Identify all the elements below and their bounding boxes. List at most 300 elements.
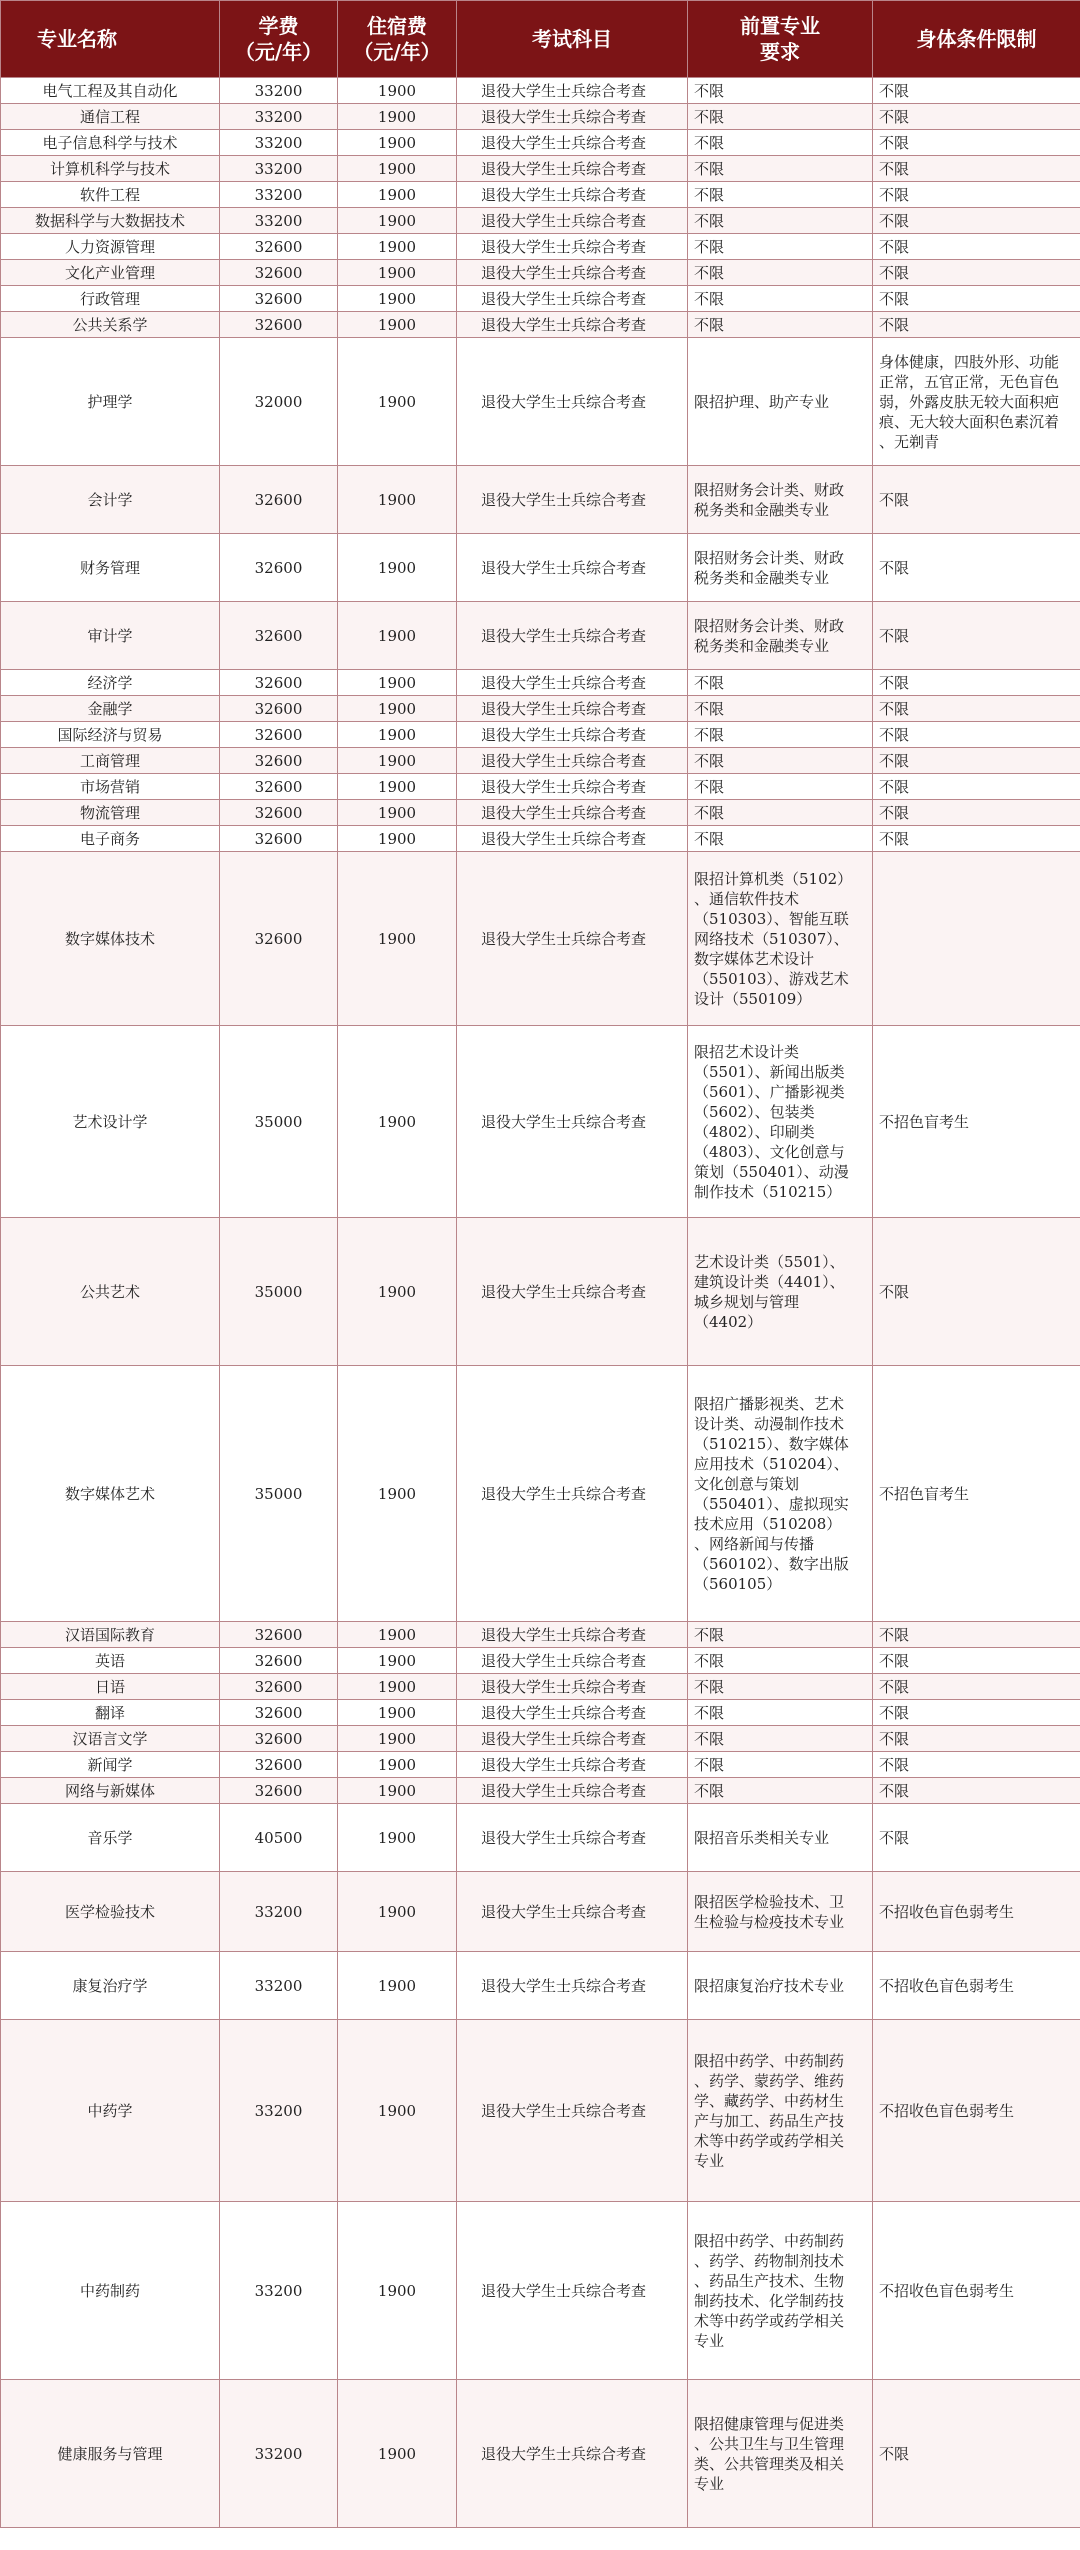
subject-cell	[457, 1872, 688, 1952]
major-text: 金融学	[87, 699, 133, 718]
major-text: 汉语国际教育	[64, 1625, 155, 1644]
lodging-cell	[338, 286, 457, 312]
tuition-cell	[220, 1752, 338, 1778]
lodging-cell	[338, 1674, 457, 1700]
prereq-cell	[688, 78, 873, 104]
tuition-text: 32600	[254, 699, 303, 718]
prereq-text: 不限	[694, 185, 725, 204]
prereq-text: 限招财务会计类、财政 税务类和金融类专业	[694, 548, 845, 587]
table-row	[1, 104, 1080, 130]
table-row	[1, 1026, 1080, 1218]
prereq-text: 限招音乐类相关专业	[694, 1828, 830, 1847]
prereq-cell	[688, 1804, 873, 1872]
major-cell	[1, 696, 220, 722]
major-cell	[1, 234, 220, 260]
physical-text: 不限	[879, 1828, 910, 1847]
table-row	[1, 78, 1080, 104]
major-cell	[1, 2020, 220, 2202]
prereq-text: 限招计算机类（5102） 、通信软件技术 （510303）、智能互联 网络技术（510307）、 数字媒体艺术设计 （550103）、游戏艺术 设计（550109）	[694, 869, 853, 1008]
table-row	[1, 670, 1080, 696]
table-row	[1, 182, 1080, 208]
subject-text: 退役大学生士兵综合考查	[481, 1781, 647, 1800]
lodging-text: 1900	[377, 133, 417, 152]
major-cell	[1, 774, 220, 800]
tuition-text: 33200	[254, 159, 303, 178]
subject-cell	[457, 208, 688, 234]
prereq-cell	[688, 534, 873, 602]
major-cell	[1, 2202, 220, 2380]
prereq-text: 不限	[694, 1677, 725, 1696]
prereq-cell	[688, 1648, 873, 1674]
tuition-cell	[220, 130, 338, 156]
subject-text: 退役大学生士兵综合考查	[481, 777, 647, 796]
subject-cell	[457, 696, 688, 722]
major-text: 行政管理	[79, 289, 140, 308]
prereq-cell	[688, 312, 873, 338]
lodging-cell	[338, 1648, 457, 1674]
major-cell	[1, 1218, 220, 1366]
physical-cell	[873, 338, 1080, 466]
major-text: 经济学	[87, 673, 133, 692]
lodging-text: 1900	[377, 392, 417, 411]
major-text: 艺术设计学	[72, 1112, 148, 1131]
subject-text: 退役大学生士兵综合考查	[481, 392, 647, 411]
lodging-cell	[338, 78, 457, 104]
prereq-text: 限招健康管理与促进类 、公共卫生与卫生管理 类、公共管理类及相关 专业	[694, 2414, 845, 2493]
physical-cell	[873, 466, 1080, 534]
lodging-cell	[338, 1622, 457, 1648]
lodging-text: 1900	[377, 107, 417, 126]
physical-cell	[873, 602, 1080, 670]
lodging-cell	[338, 602, 457, 670]
prereq-cell	[688, 852, 873, 1026]
major-cell	[1, 1026, 220, 1218]
table-row	[1, 826, 1080, 852]
physical-cell	[873, 826, 1080, 852]
physical-cell	[873, 1026, 1080, 1218]
tuition-cell	[220, 78, 338, 104]
prereq-cell	[688, 156, 873, 182]
tuition-text: 32000	[254, 392, 303, 411]
physical-text: 不限	[879, 315, 910, 334]
subject-text: 退役大学生士兵综合考查	[481, 1703, 647, 1722]
physical-cell	[873, 156, 1080, 182]
lodging-cell	[338, 312, 457, 338]
subject-cell	[457, 1700, 688, 1726]
physical-text: 不限	[879, 699, 910, 718]
tuition-text: 33200	[254, 1976, 303, 1995]
prereq-cell	[688, 748, 873, 774]
physical-cell	[873, 774, 1080, 800]
lodging-text: 1900	[377, 81, 417, 100]
subject-cell	[457, 466, 688, 534]
table-row	[1, 1622, 1080, 1648]
prereq-cell	[688, 1778, 873, 1804]
tuition-cell	[220, 208, 338, 234]
major-text: 汉语言文学	[72, 1729, 148, 1748]
table-row	[1, 748, 1080, 774]
tuition-text: 32600	[254, 725, 303, 744]
physical-text: 不限	[879, 133, 910, 152]
tuition-cell	[220, 156, 338, 182]
tuition-text: 33200	[254, 81, 303, 100]
physical-text: 不招色盲考生	[879, 1484, 970, 1503]
physical-text: 不招收色盲色弱考生	[879, 1976, 1015, 1995]
prereq-text: 限招康复治疗技术专业	[694, 1976, 845, 1995]
physical-cell	[873, 696, 1080, 722]
subject-text: 退役大学生士兵综合考查	[481, 2444, 647, 2463]
major-cell	[1, 1804, 220, 1872]
major-cell	[1, 104, 220, 130]
table-row	[1, 2202, 1080, 2380]
subject-cell	[457, 670, 688, 696]
tuition-cell	[220, 1366, 338, 1622]
tuition-cell	[220, 602, 338, 670]
major-cell	[1, 1778, 220, 1804]
major-cell	[1, 670, 220, 696]
table-row	[1, 2380, 1080, 2528]
major-cell	[1, 312, 220, 338]
subject-cell	[457, 800, 688, 826]
physical-text: 不限	[879, 1677, 910, 1696]
physical-cell	[873, 722, 1080, 748]
lodging-text: 1900	[377, 699, 417, 718]
physical-cell	[873, 1804, 1080, 1872]
tuition-cell	[220, 1700, 338, 1726]
physical-text: 不限	[879, 626, 910, 645]
major-cell	[1, 130, 220, 156]
subject-text: 退役大学生士兵综合考查	[481, 1484, 647, 1503]
lodging-cell	[338, 670, 457, 696]
table-row	[1, 1218, 1080, 1366]
lodging-cell	[338, 800, 457, 826]
tuition-cell	[220, 104, 338, 130]
subject-text: 退役大学生士兵综合考查	[481, 1651, 647, 1670]
lodging-text: 1900	[377, 159, 417, 178]
major-cell	[1, 156, 220, 182]
tuition-cell	[220, 234, 338, 260]
table-row	[1, 696, 1080, 722]
lodging-text: 1900	[377, 1781, 417, 1800]
prereq-text: 限招财务会计类、财政 税务类和金融类专业	[694, 480, 845, 519]
table-row	[1, 312, 1080, 338]
major-cell	[1, 1700, 220, 1726]
physical-cell	[873, 852, 1080, 1026]
tuition-text: 33200	[254, 2281, 303, 2300]
prereq-cell	[688, 104, 873, 130]
subject-cell	[457, 312, 688, 338]
major-text: 文化产业管理	[64, 263, 155, 282]
prereq-cell	[688, 130, 873, 156]
tuition-cell	[220, 2380, 338, 2528]
subject-cell	[457, 1366, 688, 1622]
physical-cell	[873, 2020, 1080, 2202]
subject-text: 退役大学生士兵综合考查	[481, 1902, 647, 1921]
major-text: 公共关系学	[72, 315, 148, 334]
lodging-cell	[338, 182, 457, 208]
tuition-text: 32600	[254, 1703, 303, 1722]
lodging-text: 1900	[377, 558, 417, 577]
tuition-text: 32600	[254, 777, 303, 796]
major-text: 计算机科学与技术	[49, 159, 170, 178]
prereq-cell	[688, 1674, 873, 1700]
prereq-cell	[688, 338, 873, 466]
table-row	[1, 852, 1080, 1026]
prereq-cell	[688, 722, 873, 748]
physical-cell	[873, 1752, 1080, 1778]
physical-cell	[873, 670, 1080, 696]
physical-text: 不限	[879, 107, 910, 126]
major-text: 医学检验技术	[64, 1902, 155, 1921]
major-text: 新闻学	[87, 1755, 133, 1774]
lodging-text: 1900	[377, 1902, 417, 1921]
tuition-text: 32600	[254, 1755, 303, 1774]
prereq-cell	[688, 1752, 873, 1778]
lodging-text: 1900	[377, 315, 417, 334]
prereq-cell	[688, 2020, 873, 2202]
prereq-cell	[688, 182, 873, 208]
lodging-cell	[338, 1804, 457, 1872]
prereq-cell	[688, 466, 873, 534]
tuition-text: 33200	[254, 211, 303, 230]
prereq-cell	[688, 1952, 873, 2020]
lodging-text: 1900	[377, 673, 417, 692]
major-text: 软件工程	[79, 185, 140, 204]
prereq-text: 限招护理、助产专业	[694, 392, 830, 411]
table-row	[1, 466, 1080, 534]
physical-cell	[873, 2202, 1080, 2380]
prereq-cell	[688, 1872, 873, 1952]
table-row	[1, 208, 1080, 234]
lodging-cell	[338, 338, 457, 466]
lodging-text: 1900	[377, 829, 417, 848]
major-text: 人力资源管理	[64, 237, 155, 256]
lodging-cell	[338, 1952, 457, 2020]
subject-text: 退役大学生士兵综合考查	[481, 1729, 647, 1748]
lodging-text: 1900	[377, 1112, 417, 1131]
tuition-cell	[220, 1218, 338, 1366]
prereq-text: 不限	[694, 725, 725, 744]
subject-cell	[457, 534, 688, 602]
lodging-cell	[338, 696, 457, 722]
subject-text: 退役大学生士兵综合考查	[481, 237, 647, 256]
lodging-text: 1900	[377, 211, 417, 230]
subject-text: 退役大学生士兵综合考查	[481, 1112, 647, 1131]
prereq-cell	[688, 1622, 873, 1648]
subject-cell	[457, 338, 688, 466]
physical-cell	[873, 286, 1080, 312]
table-row	[1, 1648, 1080, 1674]
tuition-text: 32600	[254, 829, 303, 848]
tuition-cell	[220, 1648, 338, 1674]
major-cell	[1, 800, 220, 826]
subject-text: 退役大学生士兵综合考查	[481, 315, 647, 334]
lodging-text: 1900	[377, 751, 417, 770]
prereq-text: 不限	[694, 777, 725, 796]
major-cell	[1, 338, 220, 466]
table-row	[1, 722, 1080, 748]
prereq-text: 不限	[694, 829, 725, 848]
subject-cell	[457, 130, 688, 156]
major-cell	[1, 534, 220, 602]
table-row	[1, 286, 1080, 312]
prereq-text: 限招医学检验技术、卫 生检验与检疫技术专业	[694, 1892, 845, 1931]
prereq-text: 不限	[694, 1729, 725, 1748]
prereq-text: 限招广播影视类、艺术 设计类、动漫制作技术 （510215）、数字媒体 应用技术（510204）、 文化创意与策划 （550401）、虚拟现实 技术应用（510208） 、网络新闻与传播 （560102）、数字出版 （560105）	[694, 1394, 849, 1593]
prereq-cell	[688, 1700, 873, 1726]
prereq-text: 不限	[694, 107, 725, 126]
prereq-text: 不限	[694, 673, 725, 692]
table-row	[1, 1778, 1080, 1804]
physical-cell	[873, 1872, 1080, 1952]
physical-cell	[873, 1778, 1080, 1804]
prereq-cell	[688, 774, 873, 800]
tuition-text: 32600	[254, 490, 303, 509]
lodging-text: 1900	[377, 929, 417, 948]
physical-text: 不限	[879, 211, 910, 230]
prereq-text: 不限	[694, 1625, 725, 1644]
physical-text: 身体健康，四肢外形、功能 正常，五官正常，无色盲色 弱，外露皮肤无较大面积疤 痕、无大较大面积色素沉着 、无剃青	[879, 352, 1060, 451]
table-row	[1, 130, 1080, 156]
table-row	[1, 534, 1080, 602]
physical-cell	[873, 1648, 1080, 1674]
prereq-text: 不限	[694, 751, 725, 770]
tuition-cell	[220, 1804, 338, 1872]
physical-cell	[873, 312, 1080, 338]
subject-cell	[457, 2020, 688, 2202]
lodging-cell	[338, 534, 457, 602]
subject-text: 退役大学生士兵综合考查	[481, 829, 647, 848]
prereq-text: 不限	[694, 133, 725, 152]
lodging-text: 1900	[377, 1651, 417, 1670]
tuition-text: 32600	[254, 1729, 303, 1748]
major-cell	[1, 1872, 220, 1952]
subject-cell	[457, 748, 688, 774]
tuition-text: 32600	[254, 626, 303, 645]
table-row	[1, 800, 1080, 826]
physical-text: 不限	[879, 725, 910, 744]
lodging-cell	[338, 826, 457, 852]
tuition-cell	[220, 800, 338, 826]
tuition-text: 32600	[254, 673, 303, 692]
subject-cell	[457, 826, 688, 852]
lodging-cell	[338, 852, 457, 1026]
physical-cell	[873, 130, 1080, 156]
prereq-cell	[688, 2380, 873, 2528]
major-text: 中药制药	[79, 2281, 140, 2300]
subject-text: 退役大学生士兵综合考查	[481, 803, 647, 822]
prereq-text: 限招艺术设计类 （5501）、新闻出版类 （5601）、广播影视类 （5602）、包装类 （4802）、印刷类 （4803）、文化创意与 策划（550401）、动漫 制作技术（510215）	[694, 1042, 849, 1201]
subject-text: 退役大学生士兵综合考查	[481, 1755, 647, 1774]
prereq-cell	[688, 1726, 873, 1752]
major-text: 数字媒体艺术	[64, 1484, 155, 1503]
lodging-text: 1900	[377, 185, 417, 204]
subject-text: 退役大学生士兵综合考查	[481, 133, 647, 152]
subject-cell	[457, 234, 688, 260]
physical-cell	[873, 800, 1080, 826]
prereq-text: 限招中药学、中药制药 、药学、药物制剂技术 、药品生产技术、生物 制药技术、化学制药技 术等中药学或药学相关 专业	[694, 2231, 845, 2350]
lodging-text: 1900	[377, 490, 417, 509]
table-row	[1, 260, 1080, 286]
physical-text: 不限	[879, 1282, 910, 1301]
physical-cell	[873, 1700, 1080, 1726]
tuition-cell	[220, 466, 338, 534]
tuition-text: 32600	[254, 1781, 303, 1800]
major-cell	[1, 286, 220, 312]
physical-cell	[873, 260, 1080, 286]
major-text: 数字媒体技术	[64, 929, 155, 948]
tuition-text: 32600	[254, 315, 303, 334]
subject-cell	[457, 2202, 688, 2380]
subject-text: 退役大学生士兵综合考查	[481, 1976, 647, 1995]
lodging-cell	[338, 1778, 457, 1804]
tuition-text: 32600	[254, 1677, 303, 1696]
physical-text: 不招色盲考生	[879, 1112, 970, 1131]
prereq-text: 不限	[694, 81, 725, 100]
physical-text: 不限	[879, 558, 910, 577]
subject-text: 退役大学生士兵综合考查	[481, 1677, 647, 1696]
physical-cell	[873, 1218, 1080, 1366]
major-text: 健康服务与管理	[57, 2444, 163, 2463]
physical-text: 不限	[879, 289, 910, 308]
physical-cell	[873, 748, 1080, 774]
table-row	[1, 1752, 1080, 1778]
major-cell	[1, 466, 220, 534]
lodging-cell	[338, 2380, 457, 2528]
subject-text: 退役大学生士兵综合考查	[481, 81, 647, 100]
subject-cell	[457, 1674, 688, 1700]
major-text: 网络与新媒体	[64, 1781, 155, 1800]
lodging-text: 1900	[377, 2444, 417, 2463]
major-cell	[1, 1952, 220, 2020]
major-cell	[1, 1674, 220, 1700]
subject-cell	[457, 260, 688, 286]
header-lodging: 住宿费 （元/年）	[338, 1, 457, 78]
tuition-cell	[220, 722, 338, 748]
tuition-cell	[220, 534, 338, 602]
subject-cell	[457, 602, 688, 670]
tuition-text: 32600	[254, 263, 303, 282]
subject-text: 退役大学生士兵综合考查	[481, 1625, 647, 1644]
major-text: 公共艺术	[79, 1282, 140, 1301]
prereq-text: 不限	[694, 803, 725, 822]
subject-cell	[457, 1778, 688, 1804]
lodging-cell	[338, 234, 457, 260]
major-text: 护理学	[87, 392, 133, 411]
prereq-cell	[688, 826, 873, 852]
physical-text: 不招收色盲色弱考生	[879, 2101, 1015, 2120]
major-text: 国际经济与贸易	[57, 725, 163, 744]
major-cell	[1, 208, 220, 234]
subject-cell	[457, 1752, 688, 1778]
major-cell	[1, 182, 220, 208]
subject-text: 退役大学生士兵综合考查	[481, 558, 647, 577]
tuition-text: 32600	[254, 1651, 303, 1670]
physical-cell	[873, 182, 1080, 208]
major-cell	[1, 826, 220, 852]
major-cell	[1, 1622, 220, 1648]
subject-text: 退役大学生士兵综合考查	[481, 673, 647, 692]
subject-text: 退役大学生士兵综合考查	[481, 929, 647, 948]
major-cell	[1, 1648, 220, 1674]
tuition-text: 33200	[254, 185, 303, 204]
lodging-text: 1900	[377, 289, 417, 308]
major-text: 工商管理	[79, 751, 140, 770]
lodging-cell	[338, 1218, 457, 1366]
prereq-cell	[688, 208, 873, 234]
tuition-cell	[220, 1674, 338, 1700]
prereq-text: 不限	[694, 1703, 725, 1722]
